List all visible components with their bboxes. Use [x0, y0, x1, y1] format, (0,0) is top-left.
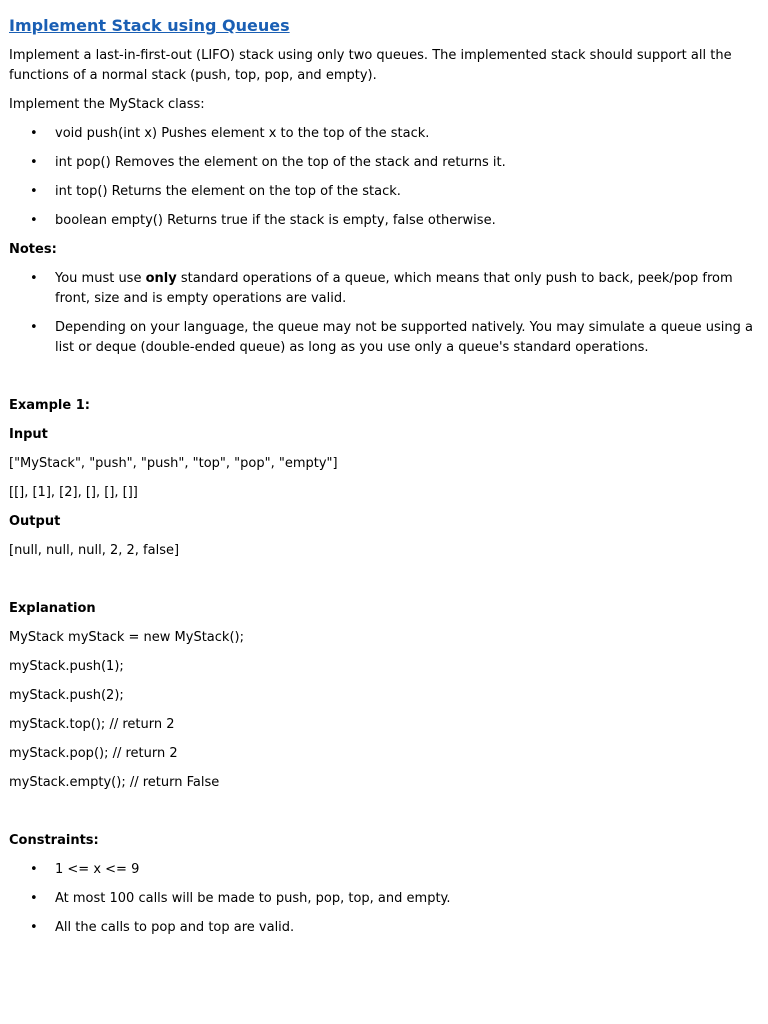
note-item-only-standard-ops — [9, 269, 759, 309]
class-intro-text: Implement the MyStack class: — [9, 97, 205, 112]
explanation-line: myStack.push(2); — [9, 688, 124, 703]
constraint-item: • At most 100 calls will be made to push, pop, top, and empty. — [9, 889, 759, 909]
note-text-part: You must use — [55, 271, 146, 286]
section-spacer — [9, 367, 759, 396]
intro-paragraph: Implement a last-in-first-out (LIFO) stack using only two queues. The implemented stack should support all the functions of a normal stack (push, top, pop, and empty). — [9, 48, 732, 83]
note-item-simulate-queue: • Depending on your language, the queue may not be supported natively. You may simulate a queue using a list or deque (double-ended queue) as long as you use only a queue's standard operations. — [9, 318, 759, 358]
constraint-item: • 1 <= x <= 9 — [9, 860, 759, 880]
method-item-empty: • boolean empty() Returns true if the stack is empty, false otherwise. — [9, 211, 759, 231]
input-heading: Input — [9, 427, 48, 442]
output-heading: Output — [9, 514, 61, 529]
constraints-list — [9, 860, 759, 938]
example-heading: Example 1: — [9, 398, 90, 413]
section-spacer — [9, 802, 759, 831]
method-item-push: • void push(int x) Pushes element x to the top of the stack. — [9, 124, 759, 144]
explanation-line: MyStack myStack = new MyStack(); — [9, 630, 244, 645]
input-ops-line: ["MyStack", "push", "push", "top", "pop", "empty"] — [9, 456, 338, 471]
constraint-item: • All the calls to pop and top are valid. — [9, 918, 759, 938]
note-text-part: standard operations of a queue, which means that only push to back, peek/pop from front, size and is empty operations are valid. — [55, 271, 733, 306]
page-title-link[interactable]: Implement Stack using Queues — [9, 16, 290, 35]
explanation-line: myStack.pop(); // return 2 — [9, 746, 178, 761]
section-spacer — [9, 570, 759, 599]
constraints-heading: Constraints: — [9, 833, 99, 848]
explanation-line: myStack.push(1); — [9, 659, 124, 674]
output-value-line: [null, null, null, 2, 2, false] — [9, 543, 180, 558]
notes-list — [9, 269, 759, 358]
method-item-pop: • int pop() Removes the element on the top of the stack and returns it. — [9, 153, 759, 173]
input-args-line: [[], [1], [2], [], [], []] — [9, 485, 138, 500]
methods-list — [9, 124, 759, 231]
method-item-top: • int top() Returns the element on the top of the stack. — [9, 182, 759, 202]
explanation-heading: Explanation — [9, 601, 96, 616]
note-emphasis-only: only — [145, 271, 177, 286]
explanation-line: myStack.top(); // return 2 — [9, 717, 175, 732]
explanation-line: myStack.empty(); // return False — [9, 775, 220, 790]
notes-heading: Notes: — [9, 242, 57, 257]
